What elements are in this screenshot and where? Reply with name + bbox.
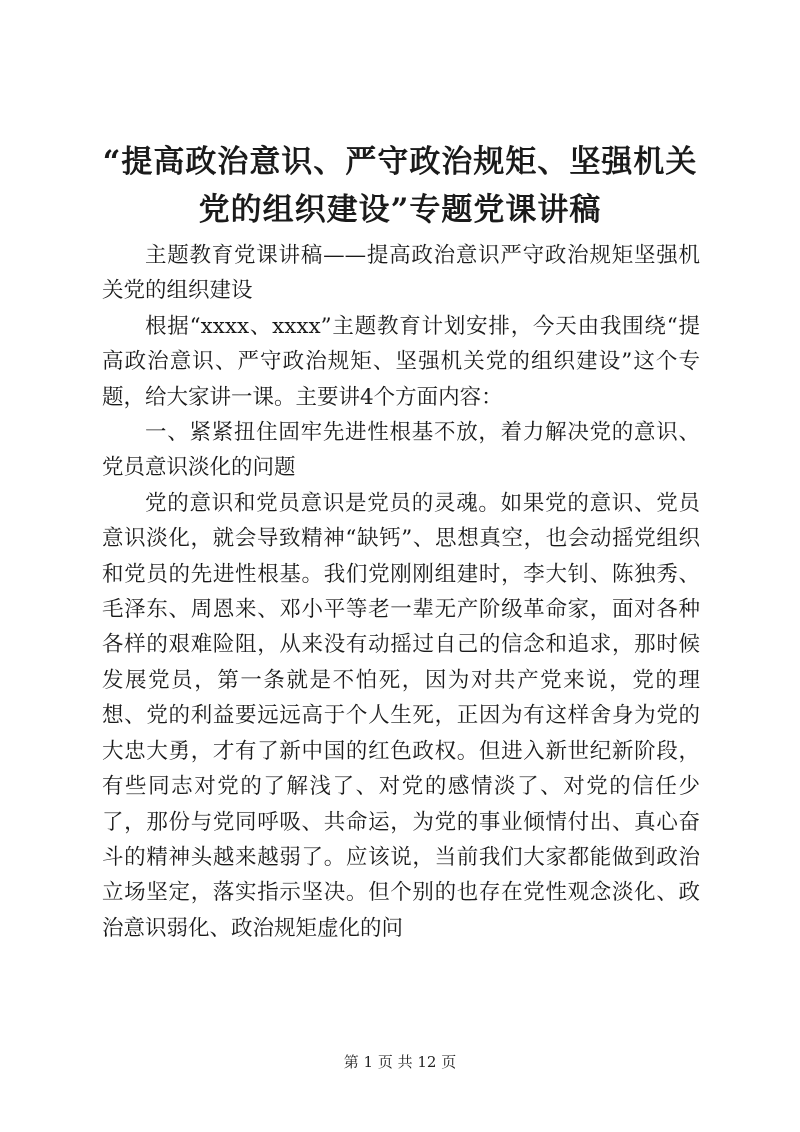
paragraph-body: 党的意识和党员意识是党员的灵魂。如果党的意识、党员意识淡化，就会导致精神“缺钙”、思想真空，也会动摇党组织和党员的先进性根基。我们党刚刚组建时，李大钊、陈独秀、毛泽东、周恩来、邓小平等老一辈无产阶级革命家，面对各种各样的艰难险阻，从来没有动摇过自己的信念和追求，那时候发展党员，第一条就是不怕死，因为对共产党来说，党的理想、党的利益要远远高于个人生死，正因为有这样舍身为党的大忠大勇，才有了新中国的红色政权。但进入新世纪新阶段，有些同志对党的了解浅了、对党的感情淡了、对党的信任少了，那份与党同呼吸、共命运，为党的事业倾情付出、真心奋斗的精神头越来越弱了。应该说，当前我们大家都能做到政治立场坚定，落实指示坚决。但个别的也存在党性观念淡化、政治意识弱化、政治规矩虚化的问 bbox=[102, 490, 700, 941]
page-number-footer: 第 1 页 共 12 页 bbox=[343, 1053, 457, 1071]
paragraph-subtitle: 主题教育党课讲稿——提高政治意识严守政治规矩坚强机关党的组织建设 bbox=[102, 243, 700, 304]
document-title: “提高政治意识、严守政治规矩、坚强机关党的组织建设”专题党课讲稿 bbox=[102, 144, 698, 228]
document-body bbox=[102, 238, 700, 946]
section-heading-one: 一、紧紧扭住固牢先进性根基不放，着力解决党的意识、党员意识淡化的问题 bbox=[102, 420, 700, 481]
paragraph-intro: 根据“xxxx、xxxx”主题教育计划安排，今天由我围绕“提高政治意识、严守政治规矩、坚强机关党的组织建设”这个专题，给大家讲一课。主要讲4个方面内容： bbox=[102, 313, 700, 410]
